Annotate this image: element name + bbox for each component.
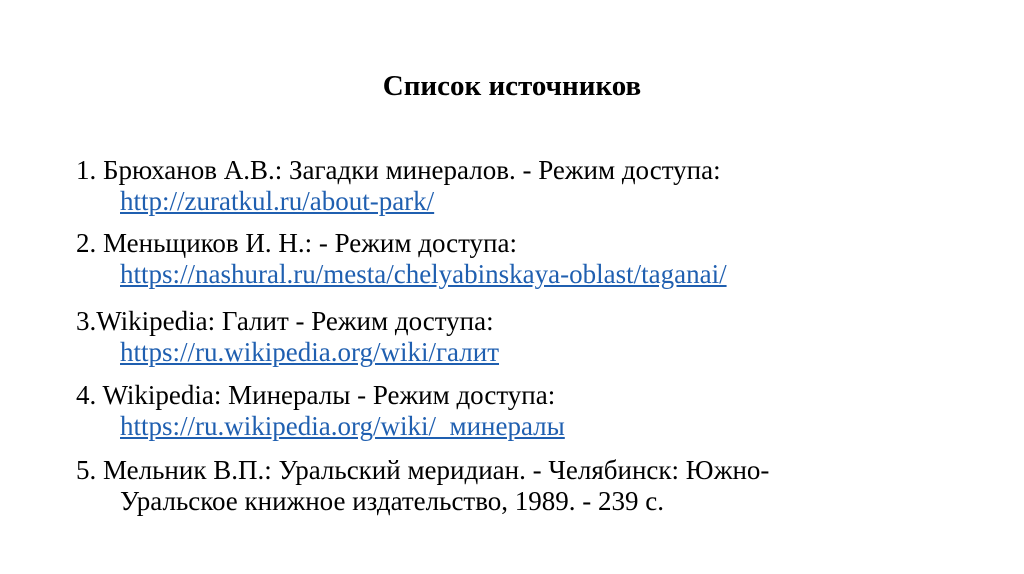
reference-item-2 — [76, 228, 976, 290]
reference-link[interactable]: https://nashural.ru/mesta/chelyabinskaya-oblast/taganai/ — [120, 259, 727, 289]
reference-link[interactable]: https://ru.wikipedia.org/wiki/галит — [120, 337, 500, 367]
reference-text: 5. Мельник В.П.: Уральский меридиан. - Челябинск: Южно- — [76, 455, 770, 485]
page-title: Список источников — [382, 70, 642, 102]
reference-text: 4. Wikipedia: Минералы - Режим доступа: — [76, 380, 556, 410]
reference-text: 2. Меньщиков И. Н.: - Режим доступа: — [76, 228, 517, 258]
reference-item-1 — [76, 155, 976, 217]
reference-link[interactable]: http://zuratkul.ru/about-park/ — [120, 186, 435, 216]
reference-link[interactable]: https://ru.wikipedia.org/wiki/_минералы — [120, 411, 565, 441]
reference-text: 1. Брюханов А.В.: Загадки минералов. - Режим доступа: — [76, 155, 721, 185]
reference-item-5 — [76, 455, 976, 517]
reference-text-continued: Уральское книжное издательство, 1989. - 239 с. — [120, 486, 665, 516]
reference-item-4 — [76, 380, 976, 442]
reference-item-3 — [76, 306, 976, 368]
reference-text: 3.Wikipedia: Галит - Режим доступа: — [76, 306, 494, 336]
